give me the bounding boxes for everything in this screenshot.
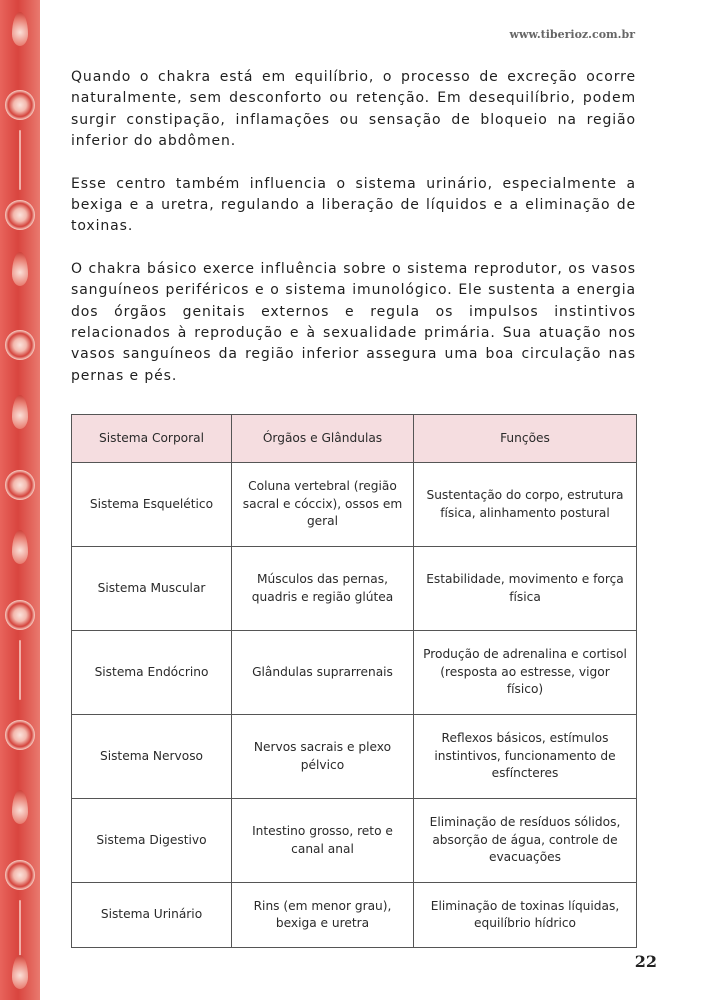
ornament-drop-icon	[12, 12, 28, 46]
ornament-drop-icon	[12, 530, 28, 564]
table-row	[72, 631, 637, 715]
cell-organs: Glândulas suprarrenais	[232, 631, 414, 715]
ornament-drop-icon	[12, 252, 28, 286]
ornament-drop-icon	[12, 395, 28, 429]
ornament-mandala-icon	[5, 330, 35, 360]
page-number: 22	[634, 952, 657, 971]
ornament-mandala-icon	[5, 600, 35, 630]
ornament-mandala-icon	[5, 860, 35, 890]
cell-system: Sistema Esquelético	[72, 463, 232, 547]
paragraph-reproductive: O chakra básico exerce influência sobre o sistema reprodutor, os vasos sanguíneos periféricos e o sistema imunológico. Ele sustenta a energia dos órgãos genitais externos e regula os impulsos instintivos relacionados à reprodução e à sexualidade primária. Sua atuação nos vasos sanguíneos da região inferior assegura uma boa circulação nas pernas e pés.	[71, 260, 636, 384]
ornament-mandala-icon	[5, 200, 35, 230]
cell-functions: Eliminação de toxinas líquidas, equilíbrio hídrico	[414, 883, 637, 948]
site-url[interactable]: www.tiberioz.com.br	[509, 28, 635, 41]
cell-functions: Eliminação de resíduos sólidos, absorção de água, controle de evacuações	[414, 799, 637, 883]
cell-system: Sistema Nervoso	[72, 715, 232, 799]
table-header-row	[72, 415, 637, 463]
table-row	[72, 547, 637, 631]
ornament-line	[19, 130, 21, 190]
decorative-side-strip	[0, 0, 40, 1000]
cell-organs: Intestino grosso, reto e canal anal	[232, 799, 414, 883]
ornament-line	[19, 640, 21, 700]
header-functions: Funções	[414, 415, 637, 463]
table-row	[72, 883, 637, 948]
paragraph-urinary: Esse centro também influencia o sistema urinário, especialmente a bexiga e a uretra, regulando a liberação de líquidos e a eliminação de toxinas.	[71, 175, 636, 235]
cell-system: Sistema Muscular	[72, 547, 232, 631]
cell-system: Sistema Digestivo	[72, 799, 232, 883]
ornament-drop-icon	[12, 955, 28, 989]
cell-organs: Coluna vertebral (região sacral e cóccix), ossos em geral	[232, 463, 414, 547]
table-row	[72, 715, 637, 799]
body-systems-table	[71, 414, 637, 948]
ornament-mandala-icon	[5, 720, 35, 750]
cell-organs: Nervos sacrais e plexo pélvico	[232, 715, 414, 799]
header-system: Sistema Corporal	[72, 415, 232, 463]
cell-functions: Sustentação do corpo, estrutura física, alinhamento postural	[414, 463, 637, 547]
cell-functions: Produção de adrenalina e cortisol (resposta ao estresse, vigor físico)	[414, 631, 637, 715]
ornament-mandala-icon	[5, 470, 35, 500]
ornament-line	[19, 900, 21, 960]
ornament-mandala-icon	[5, 90, 35, 120]
ornament-drop-icon	[12, 790, 28, 824]
cell-system: Sistema Endócrino	[72, 631, 232, 715]
header-organs: Órgãos e Glândulas	[232, 415, 414, 463]
table-row	[72, 463, 637, 547]
cell-functions: Reflexos básicos, estímulos instintivos, funcionamento de esfíncteres	[414, 715, 637, 799]
cell-system: Sistema Urinário	[72, 883, 232, 948]
body-text	[71, 67, 636, 408]
cell-functions: Estabilidade, movimento e força física	[414, 547, 637, 631]
cell-organs: Rins (em menor grau), bexiga e uretra	[232, 883, 414, 948]
cell-organs: Músculos das pernas, quadris e região glútea	[232, 547, 414, 631]
table-row	[72, 799, 637, 883]
paragraph-excretion: Quando o chakra está em equilíbrio, o processo de excreção ocorre naturalmente, sem desconforto ou retenção. Em desequilíbrio, podem surgir constipação, inflamações ou sensação de bloqueio na região inferior do abdômen.	[71, 69, 636, 150]
